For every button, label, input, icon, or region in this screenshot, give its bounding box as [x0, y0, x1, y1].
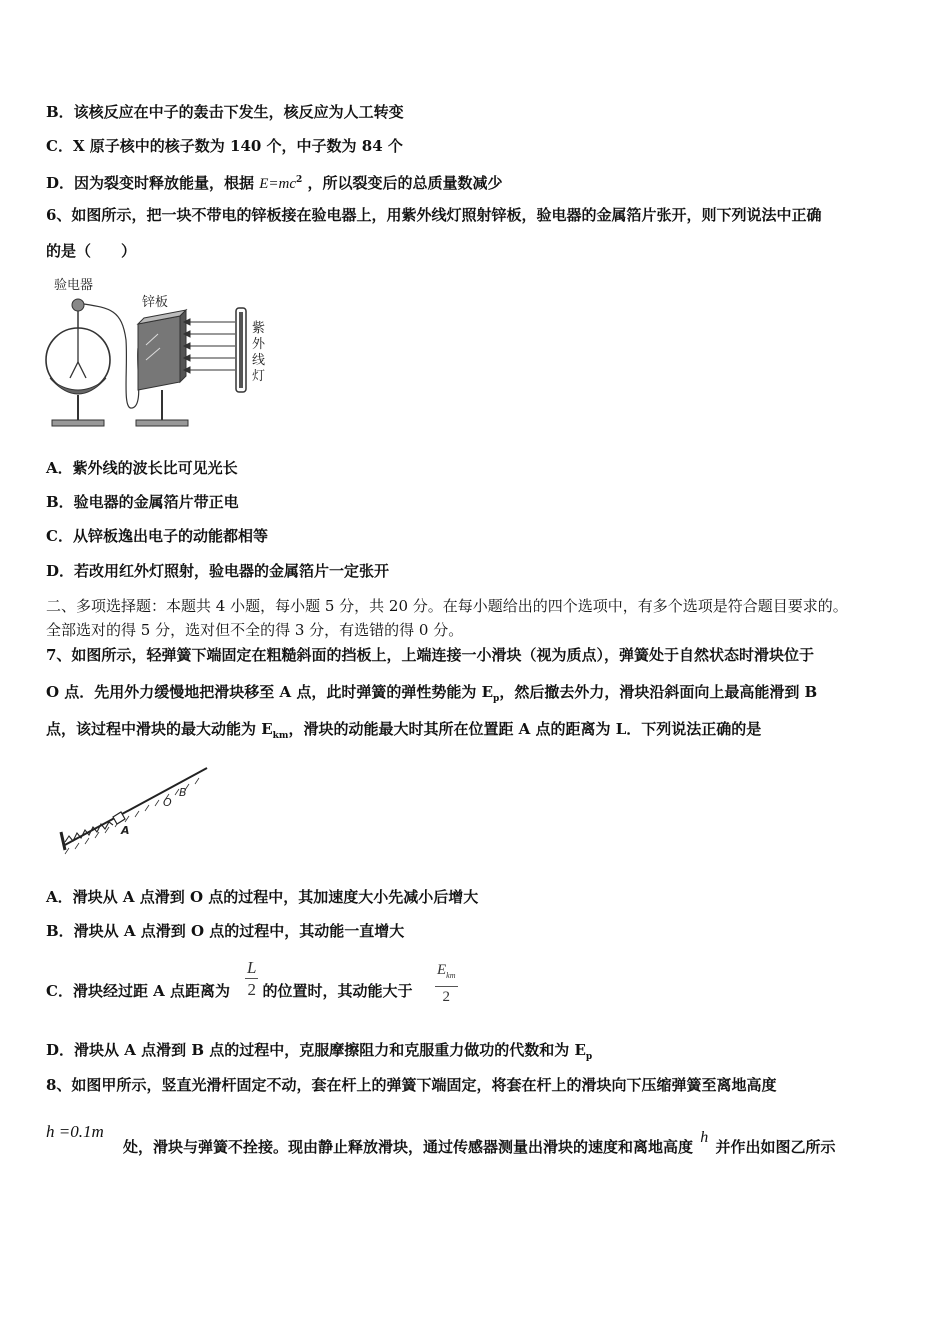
incline-figure — [55, 762, 215, 858]
q5-option-d-post: ，所以裂变后的总质量数减少 — [307, 174, 503, 192]
q8-stem-line2 — [123, 1129, 836, 1158]
connecting-wire — [84, 304, 139, 408]
q7-stem-line3-pre: 点，该过程中滑块的最大动能为 E — [46, 720, 273, 738]
q5-option-d — [46, 170, 503, 194]
q7-stem-line3-post: ，滑块的动能最大时其所在位置距 A 点的距离为 L．下列说法正确的是 — [288, 720, 762, 738]
q7-option-b: B．滑块从 A 点滑到 O 点的过程中，其动能一直增大 — [46, 922, 405, 940]
q8-stem-line2-text: 处，滑块与弹簧不拴接。现由静止释放滑块，通过传感器测量出滑块的速度和离地高度 — [123, 1138, 694, 1156]
fraction-l-over-2 — [245, 957, 258, 1000]
q6-option-a: A．紫外线的波长比可见光长 — [46, 459, 238, 477]
fraction-l-numerator: L — [247, 958, 257, 977]
q6-stem-line2: 的是（ ） — [46, 242, 137, 260]
q7-option-c — [46, 981, 413, 1001]
section-heading-line1: 二、多项选择题：本题共 4 小题，每小题 5 分，共 20 分。在每小题给出的四个选项中，有多个选项是符合题目要求的。 — [46, 597, 848, 615]
q6-option-c: C．从锌板逸出电子的动能都相等 — [46, 527, 268, 545]
uv-rays — [184, 319, 235, 373]
zinc-plate-base — [136, 420, 188, 426]
electroscope-label: 验电器 — [54, 278, 94, 293]
electroscope-figure — [40, 270, 280, 435]
q5-option-c: C．X 原子核中的核子数为 140 个，中子数为 84 个 — [46, 137, 403, 155]
q6-option-b: B．验电器的金属箔片带正电 — [46, 493, 239, 511]
lamp-label-char1: 紫 — [252, 321, 266, 336]
point-a-label: A — [121, 824, 130, 837]
formula-exponent: 2 — [296, 175, 303, 185]
q7-stem-line1: 7、如图所示，轻弹簧下端固定在粗糙斜面的挡板上，上端连接一小滑块（视为质点），弹簧处于自然状态时滑块位于 — [46, 646, 814, 664]
q7-stem-line2-pre: O 点．先用外力缓慢地把滑块移至 A 点，此时弹簧的弹性势能为 E — [46, 683, 494, 701]
ep-subscript-d: p — [585, 1052, 593, 1062]
baffle — [61, 832, 65, 850]
point-b-label: B — [179, 786, 187, 799]
q7-option-d — [46, 1040, 592, 1067]
fraction-ekm-over-2 — [435, 960, 458, 1007]
fraction-l-denominator: 2 — [247, 980, 256, 999]
q8-stem-line2-post: 并作出如图乙所示 — [715, 1138, 836, 1156]
fraction-ekm-denominator: 2 — [442, 989, 450, 1005]
q6-option-d: D．若改用红外灯照射，验电器的金属箔片一定张开 — [46, 562, 390, 580]
q7-stem-line2 — [46, 682, 817, 709]
q7-stem-line3 — [46, 719, 761, 746]
ekm-subscript: km — [272, 731, 289, 741]
mass-energy-formula: E=mc — [259, 176, 297, 192]
metal-foil-left — [70, 362, 78, 378]
q7-option-a: A．滑块从 A 点滑到 O 点的过程中，其加速度大小先减小后增大 — [46, 888, 479, 906]
q8-stem-line1: 8、如图甲所示，竖直光滑杆固定不动，套在杆上的弹簧下端固定，将套在杆上的滑块向下压缩弹簧至离地高度 — [46, 1076, 777, 1094]
lamp-label-char3: 线 — [252, 353, 266, 368]
q7-option-d-pre: D．滑块从 A 点滑到 B 点的过程中，克服摩擦阻力和克服重力做功的代数和为 E — [46, 1041, 586, 1059]
zinc-plate — [138, 316, 180, 390]
height-formula: h =0.1m — [46, 1122, 104, 1141]
metal-foil-right — [78, 362, 86, 378]
fraction-ekm-numerator: $E_{km}$ — [435, 960, 458, 987]
q7-stem-line2-post: ，然后撤去外力，滑块沿斜面向上最高能滑到 B — [499, 683, 818, 701]
q6-stem-line1: 6、如图所示，把一块不带电的锌板接在验电器上，用紫外线灯照射锌板，验电器的金属箔片张开，则下列说法中正确 — [46, 206, 822, 224]
lamp-label-char2: 外 — [252, 337, 266, 352]
electroscope-knob — [72, 299, 84, 311]
point-o-label: O — [163, 796, 172, 809]
q7-option-c-pre: C．滑块经过距 A 点距离为 — [46, 982, 231, 1000]
incline-surface — [63, 768, 207, 846]
h-symbol: h — [700, 1129, 709, 1146]
q5-option-d-pre: D．因为裂变时释放能量，根据 — [46, 174, 255, 192]
section-heading-line2: 全部选对的得 5 分，选对但不全的得 3 分，有选错的得 0 分。 — [46, 621, 464, 639]
q5-option-b: B．该核反应在中子的轰击下发生，核反应为人工转变 — [46, 103, 404, 121]
electroscope-base — [52, 420, 104, 426]
q7-option-c-mid: 的位置时，其动能大于 — [262, 982, 413, 1000]
electroscope-cradle — [50, 378, 106, 394]
lamp-label-char4: 灯 — [252, 369, 266, 384]
zinc-label: 锌板 — [142, 295, 169, 310]
ep-subscript: p — [493, 694, 500, 704]
